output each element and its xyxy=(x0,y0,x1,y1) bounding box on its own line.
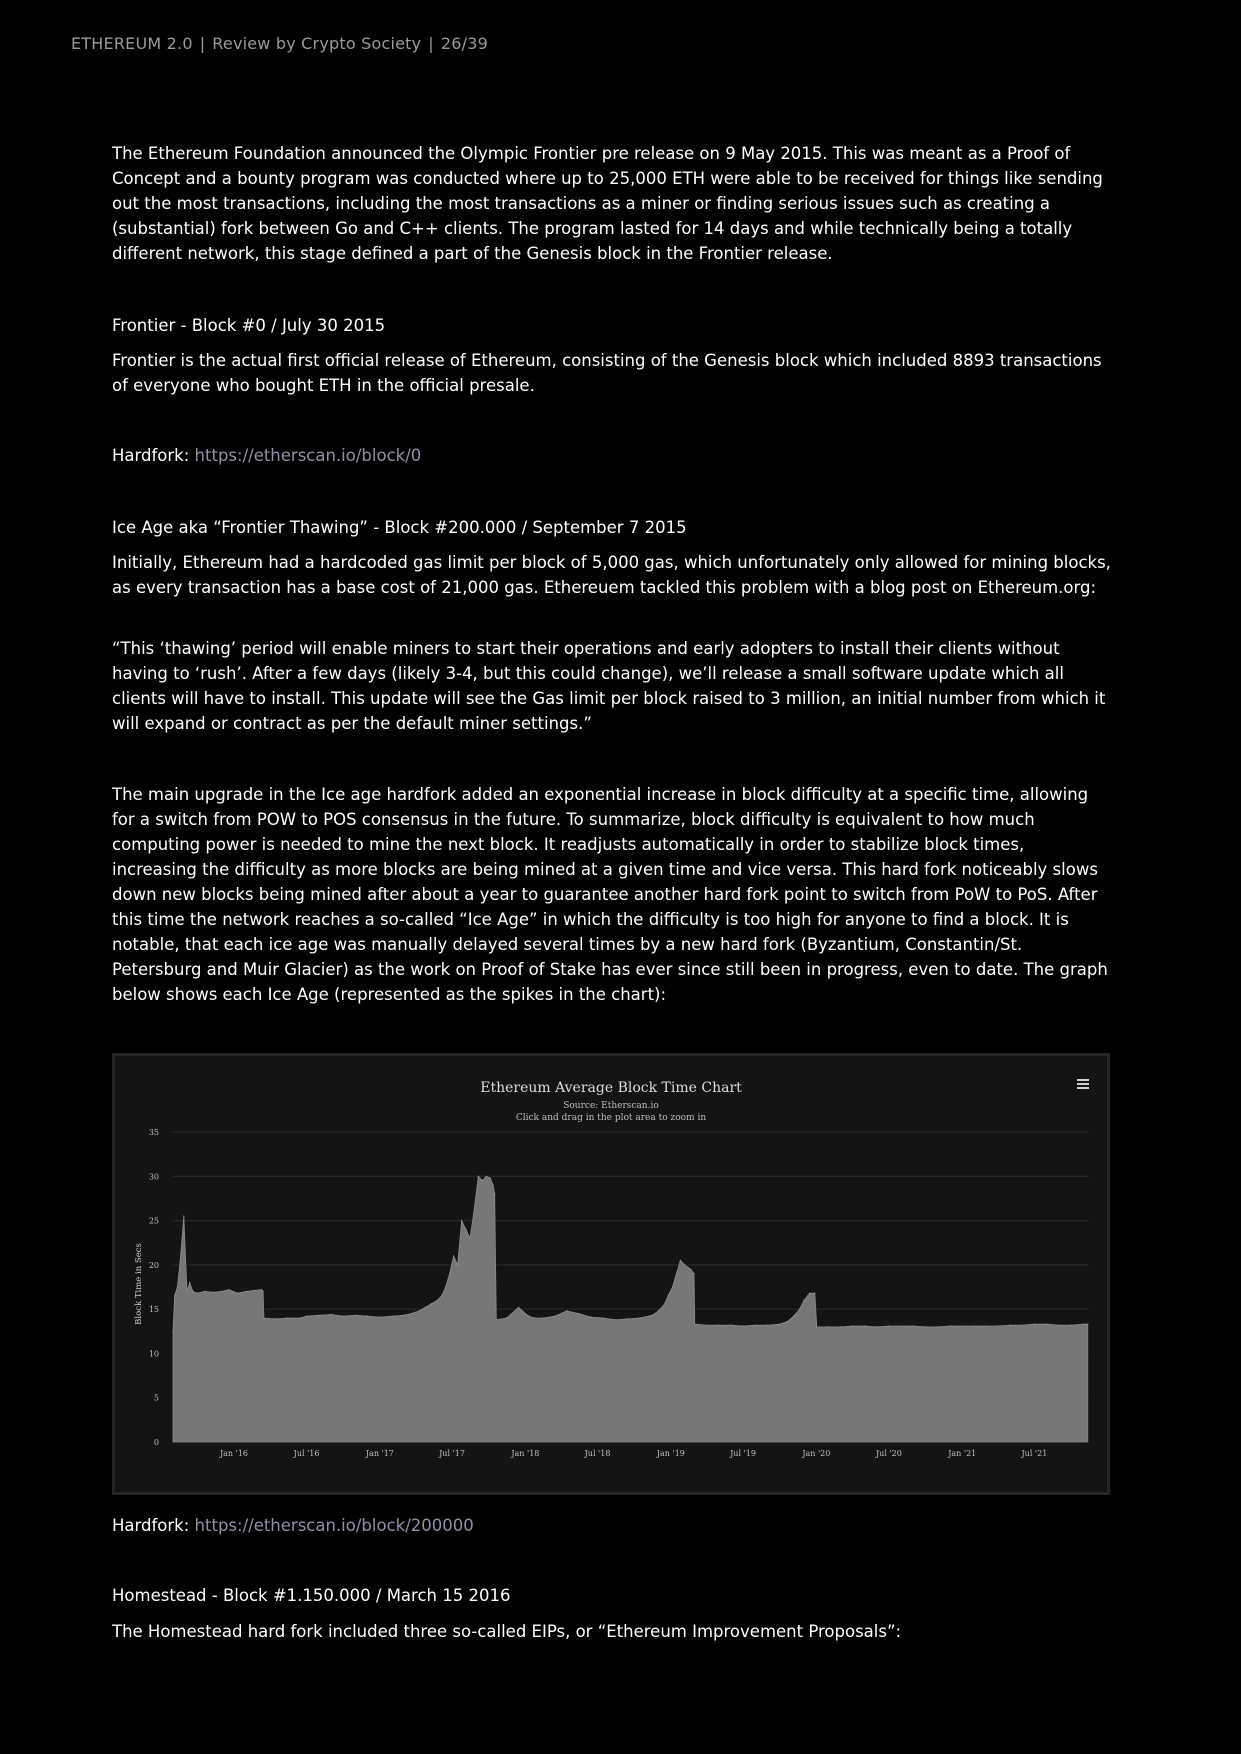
header-title: ETHEREUM 2.0 xyxy=(71,34,193,53)
data-point[interactable] xyxy=(779,1324,780,1325)
y-tick-label: 25 xyxy=(148,1216,159,1226)
data-point[interactable] xyxy=(998,1325,999,1326)
data-point[interactable] xyxy=(949,1325,950,1326)
data-point[interactable] xyxy=(180,1255,181,1256)
y-tick-label: 20 xyxy=(148,1260,159,1270)
data-point[interactable] xyxy=(445,1286,446,1287)
data-point[interactable] xyxy=(1087,1324,1088,1325)
header-separator: | xyxy=(428,34,434,53)
hardfork-link-block-200000[interactable]: https://etherscan.io/block/200000 xyxy=(194,1516,474,1535)
header-review: Review by Crypto Society xyxy=(212,34,422,53)
data-point[interactable] xyxy=(469,1238,470,1239)
data-point[interactable] xyxy=(355,1315,356,1316)
x-tick-label: Jan '18 xyxy=(511,1449,540,1458)
data-point[interactable] xyxy=(652,1315,653,1316)
chart-title: Ethereum Average Block Time Chart xyxy=(480,1080,742,1096)
data-point[interactable] xyxy=(668,1295,669,1296)
x-tick-label: Jul '19 xyxy=(730,1449,756,1458)
data-point[interactable] xyxy=(901,1325,902,1326)
data-point[interactable] xyxy=(437,1300,438,1301)
data-point[interactable] xyxy=(486,1176,487,1177)
x-tick-label: Jul '20 xyxy=(875,1449,902,1458)
data-point[interactable] xyxy=(379,1317,380,1318)
data-point[interactable] xyxy=(331,1314,332,1315)
data-point[interactable] xyxy=(828,1326,829,1327)
running-header xyxy=(71,34,488,53)
x-axis-ticks xyxy=(219,1449,1047,1458)
iceage-heading: Ice Age aka “Frontier Thawing” - Block #200.000 / September 7 2015 xyxy=(112,518,687,537)
data-point[interactable] xyxy=(275,1318,276,1319)
iceage-paragraph: Initially, Ethereum had a hardcoded gas limit per block of 5,000 gas, which unfortunately only allowed for mining blocks, as every transaction has a base cost of 21,000 gas. Ethereuem tackled this problem with a blog post on Ethereum.org: xyxy=(112,553,1111,597)
hardfork-link-block-0[interactable]: https://etherscan.io/block/0 xyxy=(194,446,422,465)
data-point[interactable] xyxy=(554,1316,555,1317)
data-point[interactable] xyxy=(694,1324,695,1325)
y-axis-label: Block Time in Secs xyxy=(134,1243,144,1325)
hardfork-line-200000 xyxy=(112,1513,1112,1538)
data-point[interactable] xyxy=(213,1292,214,1293)
y-tick-label: 30 xyxy=(148,1172,159,1182)
data-point[interactable] xyxy=(263,1291,264,1292)
data-point[interactable] xyxy=(410,1313,411,1314)
chart-menu-icon[interactable] xyxy=(1077,1079,1089,1091)
data-point[interactable] xyxy=(482,1180,483,1181)
data-point[interactable] xyxy=(615,1319,616,1320)
frontier-paragraph: Frontier is the actual first official release of Ethereum, consisting of the Genesis block which included 8893 transactions of everyone who bought ETH in the official presale. xyxy=(112,351,1102,395)
data-point[interactable] xyxy=(684,1264,685,1265)
x-tick-label: Jan '19 xyxy=(656,1449,685,1458)
data-point[interactable] xyxy=(962,1325,963,1326)
y-tick-label: 15 xyxy=(148,1305,159,1315)
homestead-heading: Homestead - Block #1.150.000 / March 15 2016 xyxy=(112,1586,511,1605)
data-point[interactable] xyxy=(461,1220,462,1221)
data-point[interactable] xyxy=(287,1317,288,1318)
data-point[interactable] xyxy=(814,1293,815,1294)
data-point[interactable] xyxy=(392,1316,393,1317)
data-point[interactable] xyxy=(189,1282,190,1283)
data-point[interactable] xyxy=(473,1211,474,1212)
chart-subtitle: Source: Etherscan.io xyxy=(563,1101,659,1111)
data-point[interactable] xyxy=(658,1310,659,1311)
data-point[interactable] xyxy=(1059,1325,1060,1326)
data-point[interactable] xyxy=(639,1317,640,1318)
y-axis-ticks xyxy=(149,1128,159,1447)
data-point[interactable] xyxy=(603,1317,604,1318)
x-tick-label: Jul '18 xyxy=(584,1449,611,1458)
y-tick-label: 0 xyxy=(153,1438,159,1447)
hardfork-line-0 xyxy=(112,443,1112,468)
data-point[interactable] xyxy=(1083,1324,1084,1325)
data-point[interactable] xyxy=(343,1316,344,1317)
hardfork-label: Hardfork: xyxy=(112,1516,190,1535)
data-point[interactable] xyxy=(672,1286,673,1287)
data-point[interactable] xyxy=(197,1293,198,1294)
iceage-upgrade-paragraph: The main upgrade in the Ice age hardfork added an exponential increase in block difficulty at a specific time, allowing for a switch from POW to POS consensus in the future. To summarize, block difficulty is equivalent to how much computing power is needed to mine the next block. It readjusts automatically in order to stabilize block times, increasing the difficulty as more blocks are being mined at a given time and vice versa. This hard fork noticeably slows down new blocks being mined after about a year to guarantee another hard fork point to switch from PoW to PoS. After this time the network reaches a so-called “Ice Age” in which the difficulty is too high for anyone to find a block. It is notable, that each ice age was manually delayed several times by a new hard fork (Byzantium, Constantin/St. Petersburg and Muir Glacier) as the work on Proof of Stake has ever since still been in progress, even to date. The graph below shows each Ice Age (represented as the spikes in the chart): xyxy=(112,785,1108,1004)
data-point[interactable] xyxy=(246,1291,247,1292)
data-point[interactable] xyxy=(767,1325,768,1326)
data-point[interactable] xyxy=(680,1260,681,1261)
data-point[interactable] xyxy=(300,1317,301,1318)
data-point[interactable] xyxy=(494,1193,495,1194)
data-point[interactable] xyxy=(1022,1325,1023,1326)
hardfork-label: Hardfork: xyxy=(112,446,190,465)
y-tick-label: 35 xyxy=(148,1128,159,1137)
y-tick-label: 5 xyxy=(153,1393,159,1403)
data-point[interactable] xyxy=(172,1331,173,1332)
data-point[interactable] xyxy=(591,1317,592,1318)
olympic-paragraph: The Ethereum Foundation announced the Olympic Frontier pre release on 9 May 2015. This was meant as a Proof of Concept and a bounty program was conducted where up to 25,000 ETH were able to be received for things like sending out the most transactions, including the most transactions as a miner or finding serious issues such as creating a (substantial) fork between Go and C++ clients. The program lasted for 14 days and while technically being a totally different network, this stage defined a part of the Genesis block in the Frontier release. xyxy=(112,144,1103,263)
page-number: 26/39 xyxy=(440,34,488,53)
data-point[interactable] xyxy=(441,1295,442,1296)
data-point[interactable] xyxy=(706,1325,707,1326)
data-point[interactable] xyxy=(534,1317,535,1318)
x-tick-label: Jan '20 xyxy=(802,1449,831,1458)
data-point[interactable] xyxy=(690,1269,691,1270)
data-point[interactable] xyxy=(543,1317,544,1318)
data-point[interactable] xyxy=(419,1310,420,1311)
data-point[interactable] xyxy=(478,1176,479,1177)
data-point[interactable] xyxy=(1071,1325,1072,1326)
data-point[interactable] xyxy=(490,1178,491,1179)
data-point[interactable] xyxy=(174,1295,175,1296)
data-point[interactable] xyxy=(742,1325,743,1326)
data-point[interactable] xyxy=(493,1185,494,1186)
data-point[interactable] xyxy=(937,1326,938,1327)
data-point[interactable] xyxy=(318,1315,319,1316)
data-point[interactable] xyxy=(1046,1324,1047,1325)
data-point[interactable] xyxy=(449,1273,450,1274)
data-point[interactable] xyxy=(518,1307,519,1308)
data-point[interactable] xyxy=(496,1319,497,1320)
data-point[interactable] xyxy=(888,1325,889,1326)
x-tick-label: Jul '16 xyxy=(293,1449,320,1458)
data-point[interactable] xyxy=(985,1325,986,1326)
data-point[interactable] xyxy=(465,1229,466,1230)
data-point[interactable] xyxy=(204,1291,205,1292)
data-point[interactable] xyxy=(506,1317,507,1318)
data-point[interactable] xyxy=(1034,1324,1035,1325)
data-point[interactable] xyxy=(876,1326,877,1327)
x-tick-label: Jan '21 xyxy=(948,1449,977,1458)
x-tick-label: Jul '17 xyxy=(439,1449,465,1458)
y-tick-label: 10 xyxy=(148,1349,159,1359)
data-point[interactable] xyxy=(457,1264,458,1265)
data-point[interactable] xyxy=(974,1325,975,1326)
header-separator: | xyxy=(199,34,206,53)
homestead-paragraph: The Homestead hard fork included three so-called EIPs, or “Ethereum Improvement Proposals”: xyxy=(112,1622,902,1641)
data-point[interactable] xyxy=(306,1316,307,1317)
data-point[interactable] xyxy=(852,1325,853,1326)
data-point[interactable] xyxy=(840,1326,841,1327)
data-point[interactable] xyxy=(578,1313,579,1314)
data-point[interactable] xyxy=(425,1307,426,1308)
data-point[interactable] xyxy=(864,1325,865,1326)
frontier-heading: Frontier - Block #0 / July 30 2015 xyxy=(112,316,386,335)
x-tick-label: Jan '17 xyxy=(365,1449,394,1458)
iceage-quote: “This ‘thawing’ period will enable miners to start their operations and early adopters to install their clients without having to ‘rush’. After a few days (likely 3-4, but this could change), we’ll release a small software update which all clients will have to install. This update will see the Gas limit per block raised to 3 million, an initial number from which it will expand or contract as per the default miner settings.” xyxy=(112,639,1106,733)
data-point[interactable] xyxy=(186,1291,187,1292)
data-point[interactable] xyxy=(809,1293,810,1294)
data-point[interactable] xyxy=(816,1326,817,1327)
data-point[interactable] xyxy=(676,1273,677,1274)
x-tick-label: Jan '16 xyxy=(219,1449,249,1458)
data-point[interactable] xyxy=(793,1316,794,1317)
data-point[interactable] xyxy=(627,1318,628,1319)
data-point[interactable] xyxy=(229,1289,230,1290)
data-point[interactable] xyxy=(913,1325,914,1326)
data-point[interactable] xyxy=(803,1300,804,1301)
data-point[interactable] xyxy=(525,1313,526,1314)
data-point[interactable] xyxy=(799,1309,800,1310)
data-point[interactable] xyxy=(566,1310,567,1311)
data-point[interactable] xyxy=(183,1216,184,1217)
data-point[interactable] xyxy=(731,1325,732,1326)
data-point[interactable] xyxy=(221,1291,222,1292)
data-point[interactable] xyxy=(453,1255,454,1256)
block-time-chart[interactable] xyxy=(112,1053,1110,1495)
data-point[interactable] xyxy=(237,1293,238,1294)
data-point[interactable] xyxy=(367,1316,368,1317)
data-point[interactable] xyxy=(403,1315,404,1316)
data-point[interactable] xyxy=(261,1289,262,1290)
data-point[interactable] xyxy=(718,1325,719,1326)
data-point[interactable] xyxy=(192,1291,193,1292)
data-point[interactable] xyxy=(693,1273,694,1274)
data-point[interactable] xyxy=(1010,1325,1011,1326)
data-point[interactable] xyxy=(755,1325,756,1326)
chart-zoom-hint: Click and drag in the plot area to zoom in xyxy=(515,1113,707,1123)
chart-canvas[interactable] xyxy=(115,1056,1107,1492)
data-point[interactable] xyxy=(253,1290,254,1291)
data-point[interactable] xyxy=(664,1304,665,1305)
data-point[interactable] xyxy=(787,1321,788,1322)
data-point[interactable] xyxy=(528,1316,529,1317)
x-tick-label: Jul '21 xyxy=(1021,1449,1048,1458)
data-point[interactable] xyxy=(431,1303,432,1304)
data-point[interactable] xyxy=(177,1286,178,1287)
data-point[interactable] xyxy=(263,1317,264,1318)
data-point[interactable] xyxy=(925,1326,926,1327)
